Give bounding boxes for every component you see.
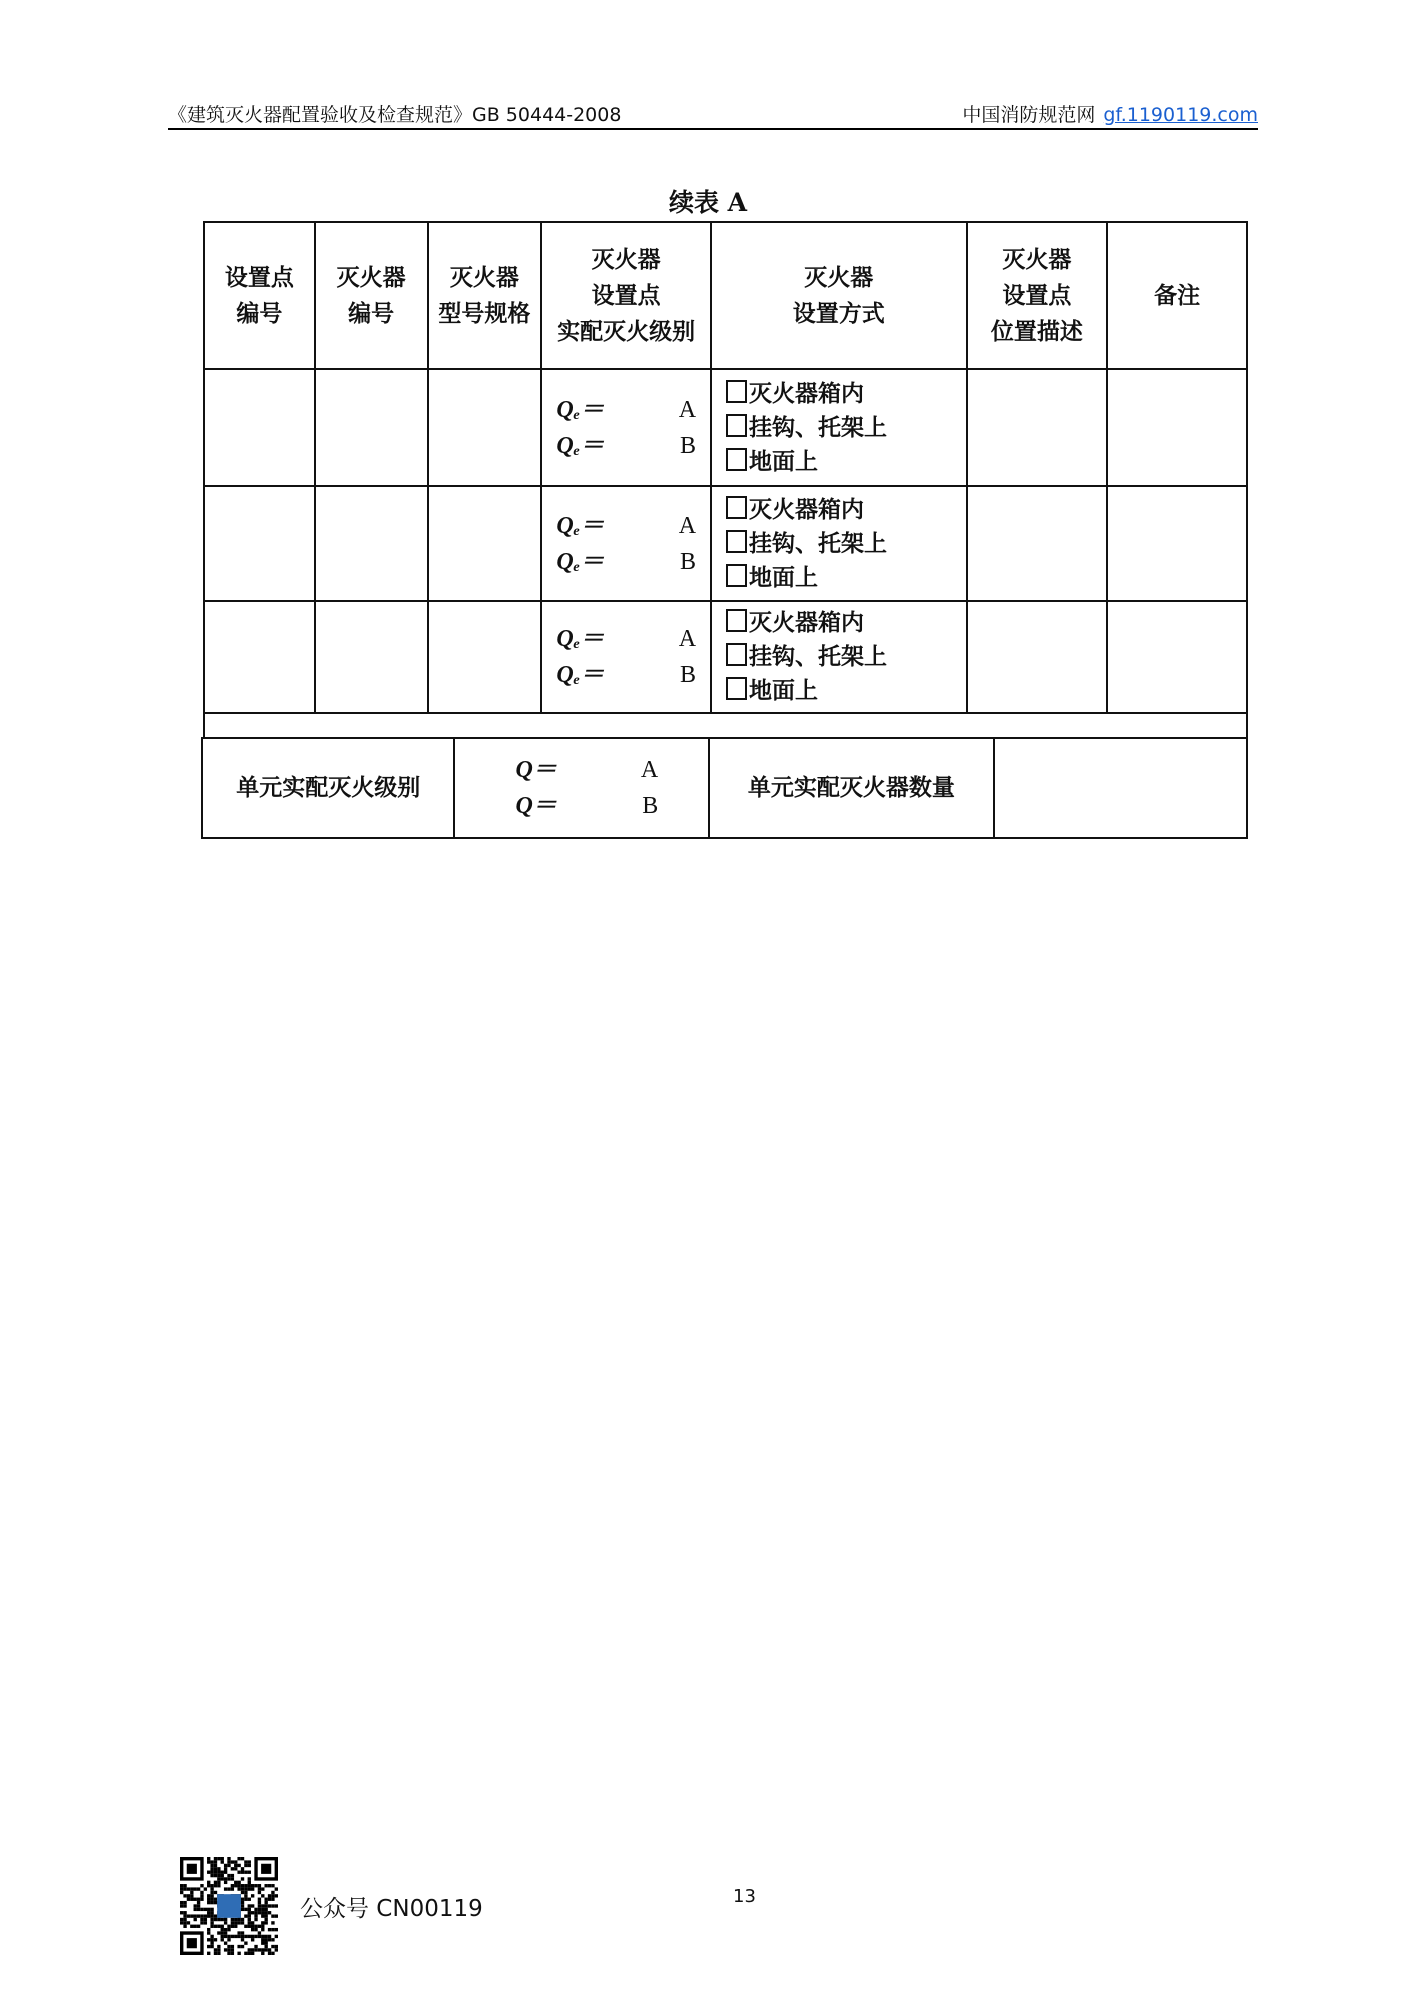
qr-code [180, 1857, 278, 1955]
col-header [428, 222, 542, 369]
empty-cell[interactable] [204, 369, 315, 486]
empty-cell[interactable] [204, 601, 315, 713]
q-label: Qₑ＝ [556, 512, 605, 539]
wechat-account: 公众号 CN00119 [300, 1896, 483, 1922]
empty-cell[interactable] [204, 486, 315, 601]
col-header [1107, 222, 1247, 369]
mount-option[interactable] [726, 640, 966, 674]
page-number: 13 [733, 1886, 756, 1907]
checkbox-icon[interactable] [726, 414, 747, 437]
inspection-table [203, 221, 1248, 739]
class-a: A [678, 626, 697, 652]
empty-cell[interactable] [428, 369, 542, 486]
class-a: A [678, 396, 697, 423]
col-header-line: 型号规格 [438, 299, 531, 327]
level-cell [541, 486, 711, 601]
empty-cell[interactable] [315, 601, 428, 713]
summary-table [201, 737, 1248, 839]
class-b: B [680, 548, 697, 575]
table-row [204, 486, 1247, 601]
empty-cell[interactable] [428, 486, 542, 601]
option-label: 挂钩、托架上 [749, 529, 888, 557]
table-row [204, 369, 1247, 486]
checkbox-icon[interactable] [726, 609, 747, 632]
mount-options [711, 369, 967, 486]
site-name: 中国消防规范网 [962, 104, 1096, 126]
table-title: 续表 A [668, 188, 748, 217]
site-info [962, 100, 1258, 127]
location-cell[interactable] [967, 369, 1108, 486]
header-row [204, 222, 1247, 369]
remark-cell[interactable] [1107, 601, 1247, 713]
col-header-line: 位置描述 [990, 317, 1083, 345]
mount-option[interactable] [726, 561, 966, 595]
empty-cell[interactable] [315, 369, 428, 486]
col-header-line: 设置点 [224, 263, 294, 291]
level-cell [541, 601, 711, 713]
col-header [204, 222, 315, 369]
q-label: Qₑ＝ [556, 662, 605, 688]
checkbox-icon[interactable] [726, 448, 747, 471]
col-header [541, 222, 711, 369]
table-row [204, 601, 1247, 713]
blank-cell [204, 713, 1247, 738]
col-header [711, 222, 967, 369]
option-label: 挂钩、托架上 [749, 413, 888, 441]
remark-cell[interactable] [1107, 486, 1247, 601]
q-label: Q＝ [515, 757, 557, 783]
checkbox-icon[interactable] [726, 496, 747, 519]
page-header [168, 100, 1258, 130]
level-cell [541, 369, 711, 486]
q-label: Q＝ [515, 793, 557, 819]
col-header-line: 设置方式 [792, 299, 885, 327]
class-a: A [678, 512, 697, 539]
unit-level-values [454, 738, 709, 838]
unit-count-value[interactable] [994, 738, 1247, 838]
checkbox-icon[interactable] [726, 677, 747, 700]
mount-options [711, 601, 967, 713]
checkbox-icon[interactable] [726, 643, 747, 666]
document-title: 《建筑灭火器配置验收及检查规范》GB 50444-2008 [168, 104, 622, 126]
col-header-line: 编号 [236, 299, 283, 327]
logo-icon [217, 1894, 241, 1918]
unit-count-label: 单元实配灭火器数量 [709, 738, 993, 838]
option-label: 灭火器箱内 [749, 609, 865, 636]
mount-option[interactable] [726, 377, 966, 411]
col-header-line: 设置点 [1002, 281, 1072, 309]
col-header [967, 222, 1108, 369]
class-b: B [680, 662, 697, 688]
site-link[interactable]: gf.1190119.com [1103, 104, 1258, 126]
unit-level-label: 单元实配灭火级别 [202, 738, 454, 838]
option-label: 地面上 [749, 563, 819, 591]
option-label: 地面上 [749, 447, 819, 475]
q-label: Qₑ＝ [556, 432, 605, 459]
empty-cell[interactable] [428, 601, 542, 713]
mount-option[interactable] [726, 527, 966, 561]
checkbox-icon[interactable] [726, 530, 747, 553]
mount-option[interactable] [726, 674, 966, 708]
option-label: 地面上 [749, 677, 819, 704]
mount-option[interactable] [726, 493, 966, 527]
col-header-line: 灭火器 [1002, 245, 1072, 273]
class-b: B [642, 793, 659, 819]
col-header [315, 222, 428, 369]
mount-option[interactable] [726, 606, 966, 640]
class-a: A [640, 757, 659, 783]
col-header-line: 灭火器 [591, 245, 661, 273]
col-header-line: 设置点 [591, 281, 661, 309]
mount-option[interactable] [726, 411, 966, 445]
mount-option[interactable] [726, 445, 966, 479]
col-header-line: 编号 [348, 299, 395, 327]
col-header-line: 备注 [1154, 281, 1201, 309]
class-b: B [680, 432, 697, 459]
checkbox-icon[interactable] [726, 564, 747, 587]
option-label: 灭火器箱内 [749, 495, 865, 523]
empty-cell[interactable] [315, 486, 428, 601]
spacer-row [204, 713, 1247, 738]
checkbox-icon[interactable] [726, 380, 747, 403]
q-label: Qₑ＝ [556, 396, 605, 423]
location-cell[interactable] [967, 601, 1108, 713]
option-label: 灭火器箱内 [749, 379, 865, 407]
col-header-line: 灭火器 [449, 263, 519, 291]
mount-options [711, 486, 967, 601]
col-header-line: 灭火器 [804, 263, 874, 291]
q-label: Qₑ＝ [556, 548, 605, 575]
location-cell[interactable] [967, 486, 1108, 601]
col-header-line: 灭火器 [336, 263, 406, 291]
col-header-line: 实配灭火级别 [557, 317, 696, 345]
option-label: 挂钩、托架上 [749, 643, 888, 670]
remark-cell[interactable] [1107, 369, 1247, 486]
q-label: Qₑ＝ [556, 626, 605, 652]
